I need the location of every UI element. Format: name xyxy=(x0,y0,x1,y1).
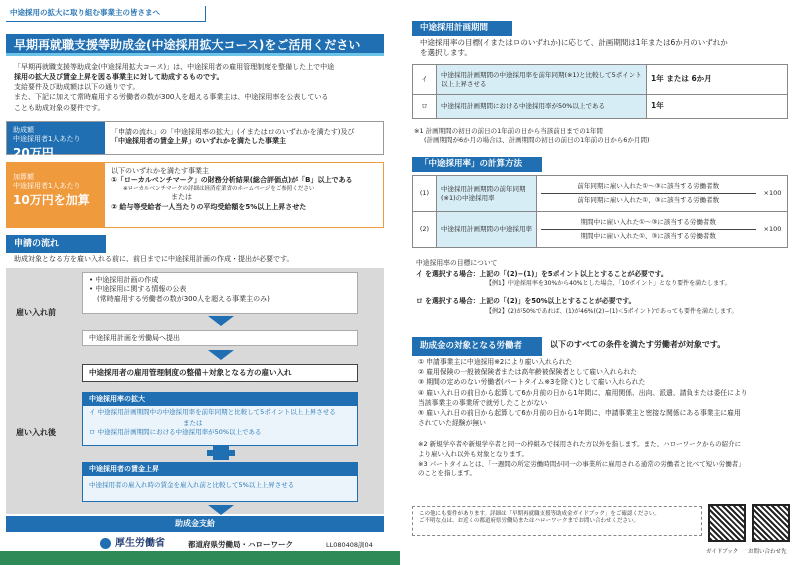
period-note-line: ※1 計画期間の初日の前日の1年前の日から当該前日までの1年間 xyxy=(414,127,603,135)
grant-payment-bar: 助成金支給 xyxy=(6,516,384,532)
calc-fraction xyxy=(537,176,760,212)
grant-sub: 中途採用者1人あたり xyxy=(13,135,81,144)
grant-amount: 20万円 xyxy=(13,145,54,160)
calc-multiplier: ×100 xyxy=(760,176,788,212)
worker-section-title: 助成金の対象となる労働者 xyxy=(412,337,542,356)
worker-condition: ⑤ 雇い入れ日の前日から起算して6か月前の日から1年間に、申請事業主と密接な関係にある事業主に雇用 xyxy=(418,408,741,417)
period-note-line: (計画期間が6か月の場合は、計画期間の初日の前日の1年前の日から6か月間) xyxy=(424,135,650,144)
ministry-name: 厚生労働省 xyxy=(115,538,165,549)
grant-condition xyxy=(105,122,360,154)
rate-condition-or: または xyxy=(183,419,203,428)
audience-label: 中途採用の拡大に取り組む事業主の皆さまへ xyxy=(6,6,206,22)
intro-paragraph xyxy=(14,62,384,113)
period-intro-line: を選択します。 xyxy=(420,48,472,58)
down-arrow-icon xyxy=(208,316,234,326)
plan-create-box xyxy=(82,272,358,314)
flow-intro: 助成対象となる方を雇い入れる前に、前日までに中途採用計画の作成・提出が必要です。 xyxy=(14,255,294,263)
page-title: 早期再就職支援等助成金(中途採用拡大コース)をご活用ください xyxy=(6,34,384,56)
rate-condition-i: イ 中途採用計画期間中の中途採用率を前年同期と比較して5ポイント以上上昇させる xyxy=(89,408,336,417)
addition-sub: 中途採用者1人あたり xyxy=(13,182,81,191)
grant-box-addition xyxy=(6,162,384,228)
addition-label: 加算額 xyxy=(13,173,34,181)
calc-num: (1) xyxy=(413,176,437,212)
calc-denominator: 前年同期に雇い入れた①、③に該当する労働者数 xyxy=(577,196,720,204)
contact-qr-label: お問い合わせ先 xyxy=(748,549,787,555)
goal-ro-example: 【例2】(2)が50%であれば、(1)が46%((2)−(1)＜5ポイント)であっても要件を満たします。 xyxy=(486,307,738,315)
addition-amount-label xyxy=(7,163,105,227)
guidebook-qr-label: ガイドブック xyxy=(706,549,739,555)
goal-section xyxy=(416,258,788,316)
calc-multiplier: ×100 xyxy=(760,212,788,248)
hire-step-box: 中途採用者の雇用管理制度の整備＋対象となる方の雇い入れ xyxy=(82,364,358,382)
worker-intro: 以下のすべての条件を満たす労働者が対象です。 xyxy=(550,340,726,349)
ministry-logo-icon xyxy=(100,538,111,549)
intro-line: ことも助成対象の要件です。 xyxy=(14,103,105,112)
period-mark: ロ xyxy=(413,95,437,119)
intro-line: 「早期再就職支援等助成金(中途採用拡大コース)」は、中途採用者の雇用管理制度を整備した上で中途 xyxy=(14,63,335,71)
calc-numerator: 前年同期に雇い入れた①〜③に該当する労働者数 xyxy=(541,182,756,194)
period-condition: 中途採用計画期間の中途採用率を前年同期(※1)と比較して5ポイント以上上昇させる xyxy=(437,65,647,95)
period-value: 1年 xyxy=(647,95,788,119)
intro-line: 支給要件及び助成額は以下の通りです。 xyxy=(14,83,140,92)
goal-heading: 中途採用率の目標について xyxy=(416,259,498,267)
after-hire-label: 雇い入れ後 xyxy=(16,428,56,437)
addition-line: ①「ローカルベンチマーク」の財務分析結果(総合評価点)が「B」以上である xyxy=(111,176,353,185)
flow-item: • 中途採用計画の作成 xyxy=(89,276,159,284)
before-hire-label: 雇い入れ前 xyxy=(16,308,56,317)
worker-note: ※2 新規学卒者や新規学卒者と同一の枠組みで採用された方以外を指します。また、ハローワークからの紹介に xyxy=(418,440,742,448)
addition-condition xyxy=(105,163,359,227)
period-value: 1年 または 6か月 xyxy=(647,65,788,95)
goal-i-example: 【例1】中途採用率を30%から40%とした場合、「10ポイント」となり要件を満たします。 xyxy=(486,280,731,288)
calc-denominator: 期間中に雇い入れた①、③に該当する労働者数 xyxy=(580,232,716,240)
period-intro xyxy=(420,38,790,58)
grant-label: 助成額 xyxy=(13,126,34,134)
flow-section-title: 申請の流れ xyxy=(6,235,106,253)
period-condition: 中途採用計画期間における中途採用率が50%以上である xyxy=(437,95,647,119)
inquiry-note: ご不明な点は、お近くの都道府県労働局またはハローワークまでお問い合わせください。 xyxy=(419,518,640,525)
addition-line: ② 給与等受給者一人当たりの平均受給額を5%以上上昇させた xyxy=(111,202,307,211)
ministry-logo xyxy=(100,537,165,551)
intro-line: 採用の拡大及び賃金上昇を図る事業主に対して助成するものです。 xyxy=(14,73,224,82)
goal-ro: ロ を選択する場合：上記の「(2)」を50%以上とすることが必要です。 xyxy=(416,297,636,306)
worker-condition: ① 申請事業主に中途採用※2により雇い入れられた xyxy=(418,358,573,366)
period-intro-line: 中途採用率の目標(イまたはロのいずれか)に応じて、計画期間は1年または6か月のいずれか xyxy=(420,38,728,47)
worker-condition: されていた経験が無い xyxy=(418,419,486,428)
flow-item: (常時雇用する労働者の数が300人を超える事業主のみ) xyxy=(97,294,270,303)
wage-increase-box xyxy=(82,462,358,502)
down-arrow-icon xyxy=(208,350,234,360)
worker-condition: ③ 期間の定めのない労働者(パートタイム※3を除く)として雇い入れられた xyxy=(418,378,646,387)
calc-row xyxy=(413,176,788,212)
calc-label: 中途採用計画期間の前年同期(※1)の中途採用率 xyxy=(437,176,537,212)
rate-expansion-box xyxy=(82,392,358,446)
grant-box-basic xyxy=(6,121,384,160)
addition-line: 以下のいずれかを満たす事業主 xyxy=(111,167,209,175)
bureau-name: 都道府県労働局・ハローワーク xyxy=(188,540,293,549)
calc-table xyxy=(412,175,788,248)
document-code: LL080408訓04 xyxy=(326,541,373,549)
plus-icon-bar xyxy=(207,450,235,456)
guidebook-qr-icon[interactable] xyxy=(708,504,746,542)
goal-i: イ を選択する場合：上記の「(2)−(1)」を5ポイント以上とすることが必要です。 xyxy=(416,269,668,278)
period-note xyxy=(414,127,649,145)
contact-qr-icon[interactable] xyxy=(752,504,790,542)
calc-numerator: 期間中に雇い入れた①〜③に該当する労働者数 xyxy=(541,218,756,230)
addition-note: ※ローカルベンチマークの詳細は経済産業省のホームページをご参照ください xyxy=(123,185,315,192)
wage-increase-text: 中途採用者の雇入れ時の賃金を雇入れ前と比較して5%以上上昇させる xyxy=(89,481,295,490)
calc-section-title: 「中途採用率」の計算方法 xyxy=(412,157,542,172)
wage-increase-title: 中途採用者の賃金上昇 xyxy=(83,463,357,476)
rate-condition-ro: ロ 中途採用計画期間における中途採用率が50%以上である xyxy=(89,427,262,436)
inquiry-note: この他にも要件があります。詳細は「早期再就職支援等助成金ガイドブック」をご確認ください。 xyxy=(419,511,660,517)
rate-expansion-title: 中途採用率の拡大 xyxy=(83,393,357,406)
worker-condition: ④ 雇い入れ日の前日から起算して6か月前の日から1年間に、雇用関係、出向、派遣、請負または委任により xyxy=(418,388,748,397)
period-row xyxy=(413,65,788,95)
worker-condition: ② 雇用保険の一般被保険者または高年齢被保険者として雇い入れられた xyxy=(418,368,637,377)
worker-conditions xyxy=(418,357,788,428)
period-section-title: 中途採用計画期間 xyxy=(412,21,512,36)
grant-amount-label xyxy=(7,122,105,160)
flow-item: • 中途採用に関する情報の公表 xyxy=(89,285,187,294)
grant-condition-line: 「中途採用者の賃金上昇」のいずれかを満たした事業主 xyxy=(111,137,286,146)
calc-num: (2) xyxy=(413,212,437,248)
grant-condition-line: 「申請の流れ」の「中途採用率の拡大」(イまたはロのいずれかを満たす)及び xyxy=(111,128,355,136)
intro-line: また、下記に加えて常時雇用する労働者の数が300人を超える事業主は、中途採用率を公表している xyxy=(14,93,329,102)
bottom-stripe xyxy=(0,551,400,565)
addition-amount: 10万円を加算 xyxy=(13,192,90,207)
worker-condition: 当該事業主の事業所で就労したことがない xyxy=(418,398,548,407)
worker-note: より雇い入れ以外も対象となります。 xyxy=(418,449,528,458)
down-arrow-icon xyxy=(208,505,234,515)
worker-note: ※3 パートタイムとは、「一週間の所定労働時間が同一の事業所に雇用される通常の労働者と比べて短い労働者」 xyxy=(418,459,745,468)
calc-row xyxy=(413,212,788,248)
calc-label: 中途採用計画期間の中途採用率 xyxy=(437,212,537,248)
inquiry-note-box xyxy=(412,506,702,536)
addition-or: または xyxy=(171,193,192,202)
calc-fraction xyxy=(537,212,760,248)
worker-notes xyxy=(418,440,788,479)
period-row xyxy=(413,95,788,119)
period-table xyxy=(412,64,788,119)
plan-submit-box: 中途採用計画を労働局へ提出 xyxy=(82,330,358,346)
period-mark: イ xyxy=(413,65,437,95)
worker-note: のことを指します。 xyxy=(418,469,476,478)
